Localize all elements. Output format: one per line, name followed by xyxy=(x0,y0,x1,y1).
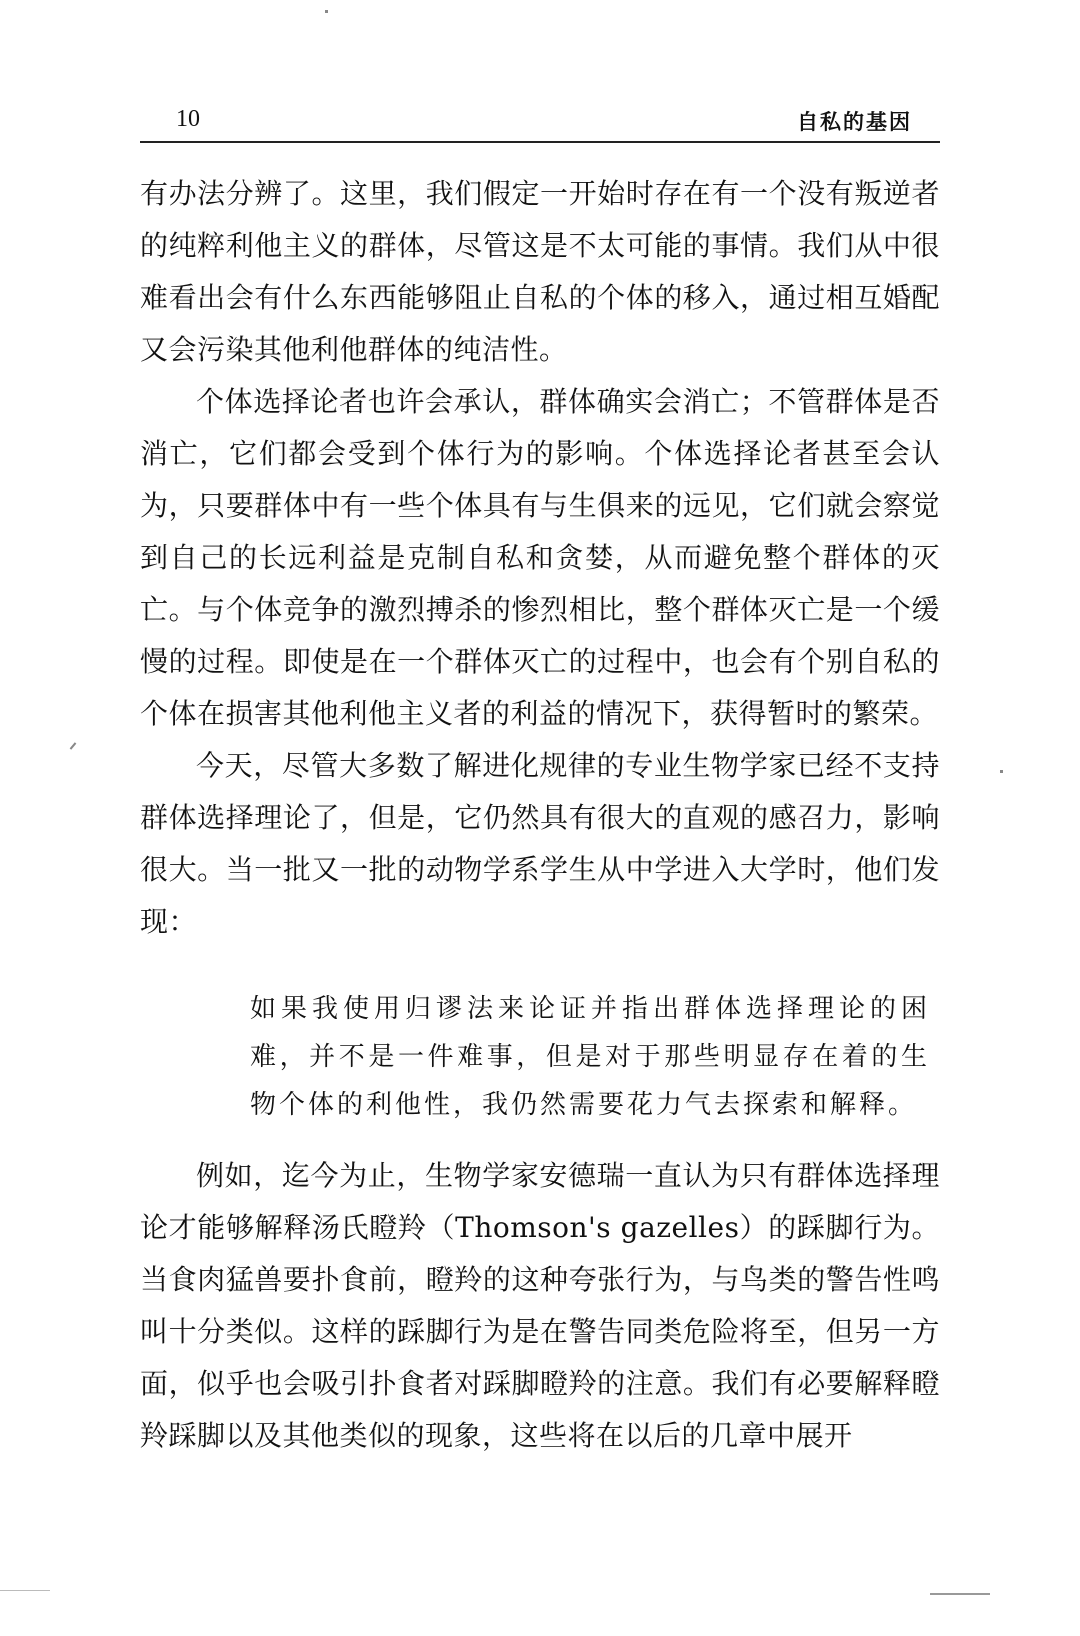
main-text-continued xyxy=(140,1150,940,1462)
scan-speck xyxy=(325,10,328,13)
scan-speck xyxy=(70,742,77,749)
running-title: 自私的基因 xyxy=(797,109,912,134)
block-quote: 如果我使用归谬法来论证并指出群体选择理论的困难，并不是一件难事，但是对于那些明显存在着的生物个体的利他性，我仍然需要花力气去探索和解释。 xyxy=(250,994,930,1120)
header-divider xyxy=(140,141,940,143)
paragraph-continued: 有办法分辨了。这里，我们假定一开始时存在有一个没有叛逆者的纯粹利他主义的群体，尽管这是不太可能的事情。我们从中很难看出会有什么东西能够阻止自私的个体的移入，通过相互婚配又会污染其他利他群体的纯洁性。 xyxy=(140,177,940,366)
paragraph: 例如，迄今为止，生物学家安德瑞一直认为只有群体选择理论才能够解释汤氏瞪羚（Thomson's gazelles）的踩脚行为。当食肉猛兽要扑食前，瞪羚的这种夸张行为，与鸟类的警告性鸣叫十分类似。这样的踩脚行为是在警告同类危险将至，但另一方面，似乎也会吸引扑食者对踩脚瞪羚的注意。我们有必要解释瞪羚踩脚以及其他类似的现象，这些将在以后的几章中展开 xyxy=(140,1159,940,1452)
page-header xyxy=(140,100,940,140)
main-text xyxy=(140,168,940,948)
scan-speck xyxy=(1000,770,1003,773)
scan-dash xyxy=(930,1593,990,1595)
paragraph: 今天，尽管大多数了解进化规律的专业生物学家已经不支持群体选择理论了，但是，它仍然具有很大的直观的感召力，影响很大。当一批又一批的动物学系学生从中学进入大学时，他们发现： xyxy=(140,749,940,938)
scan-dash xyxy=(0,1590,50,1591)
page-number: 10 xyxy=(176,106,200,132)
paragraph: 个体选择论者也许会承认，群体确实会消亡；不管群体是否消亡，它们都会受到个体行为的影响。个体选择论者甚至会认为，只要群体中有一些个体具有与生俱来的远见，它们就会察觉到自己的长远利益是克制自私和贪婪，从而避免整个群体的灭亡。与个体竞争的激烈搏杀的惨烈相比，整个群体灭亡是一个缓慢的过程。即使是在一个群体灭亡的过程中，也会有个别自私的个体在损害其他利他主义者的利益的情况下，获得暂时的繁荣。 xyxy=(140,385,940,730)
